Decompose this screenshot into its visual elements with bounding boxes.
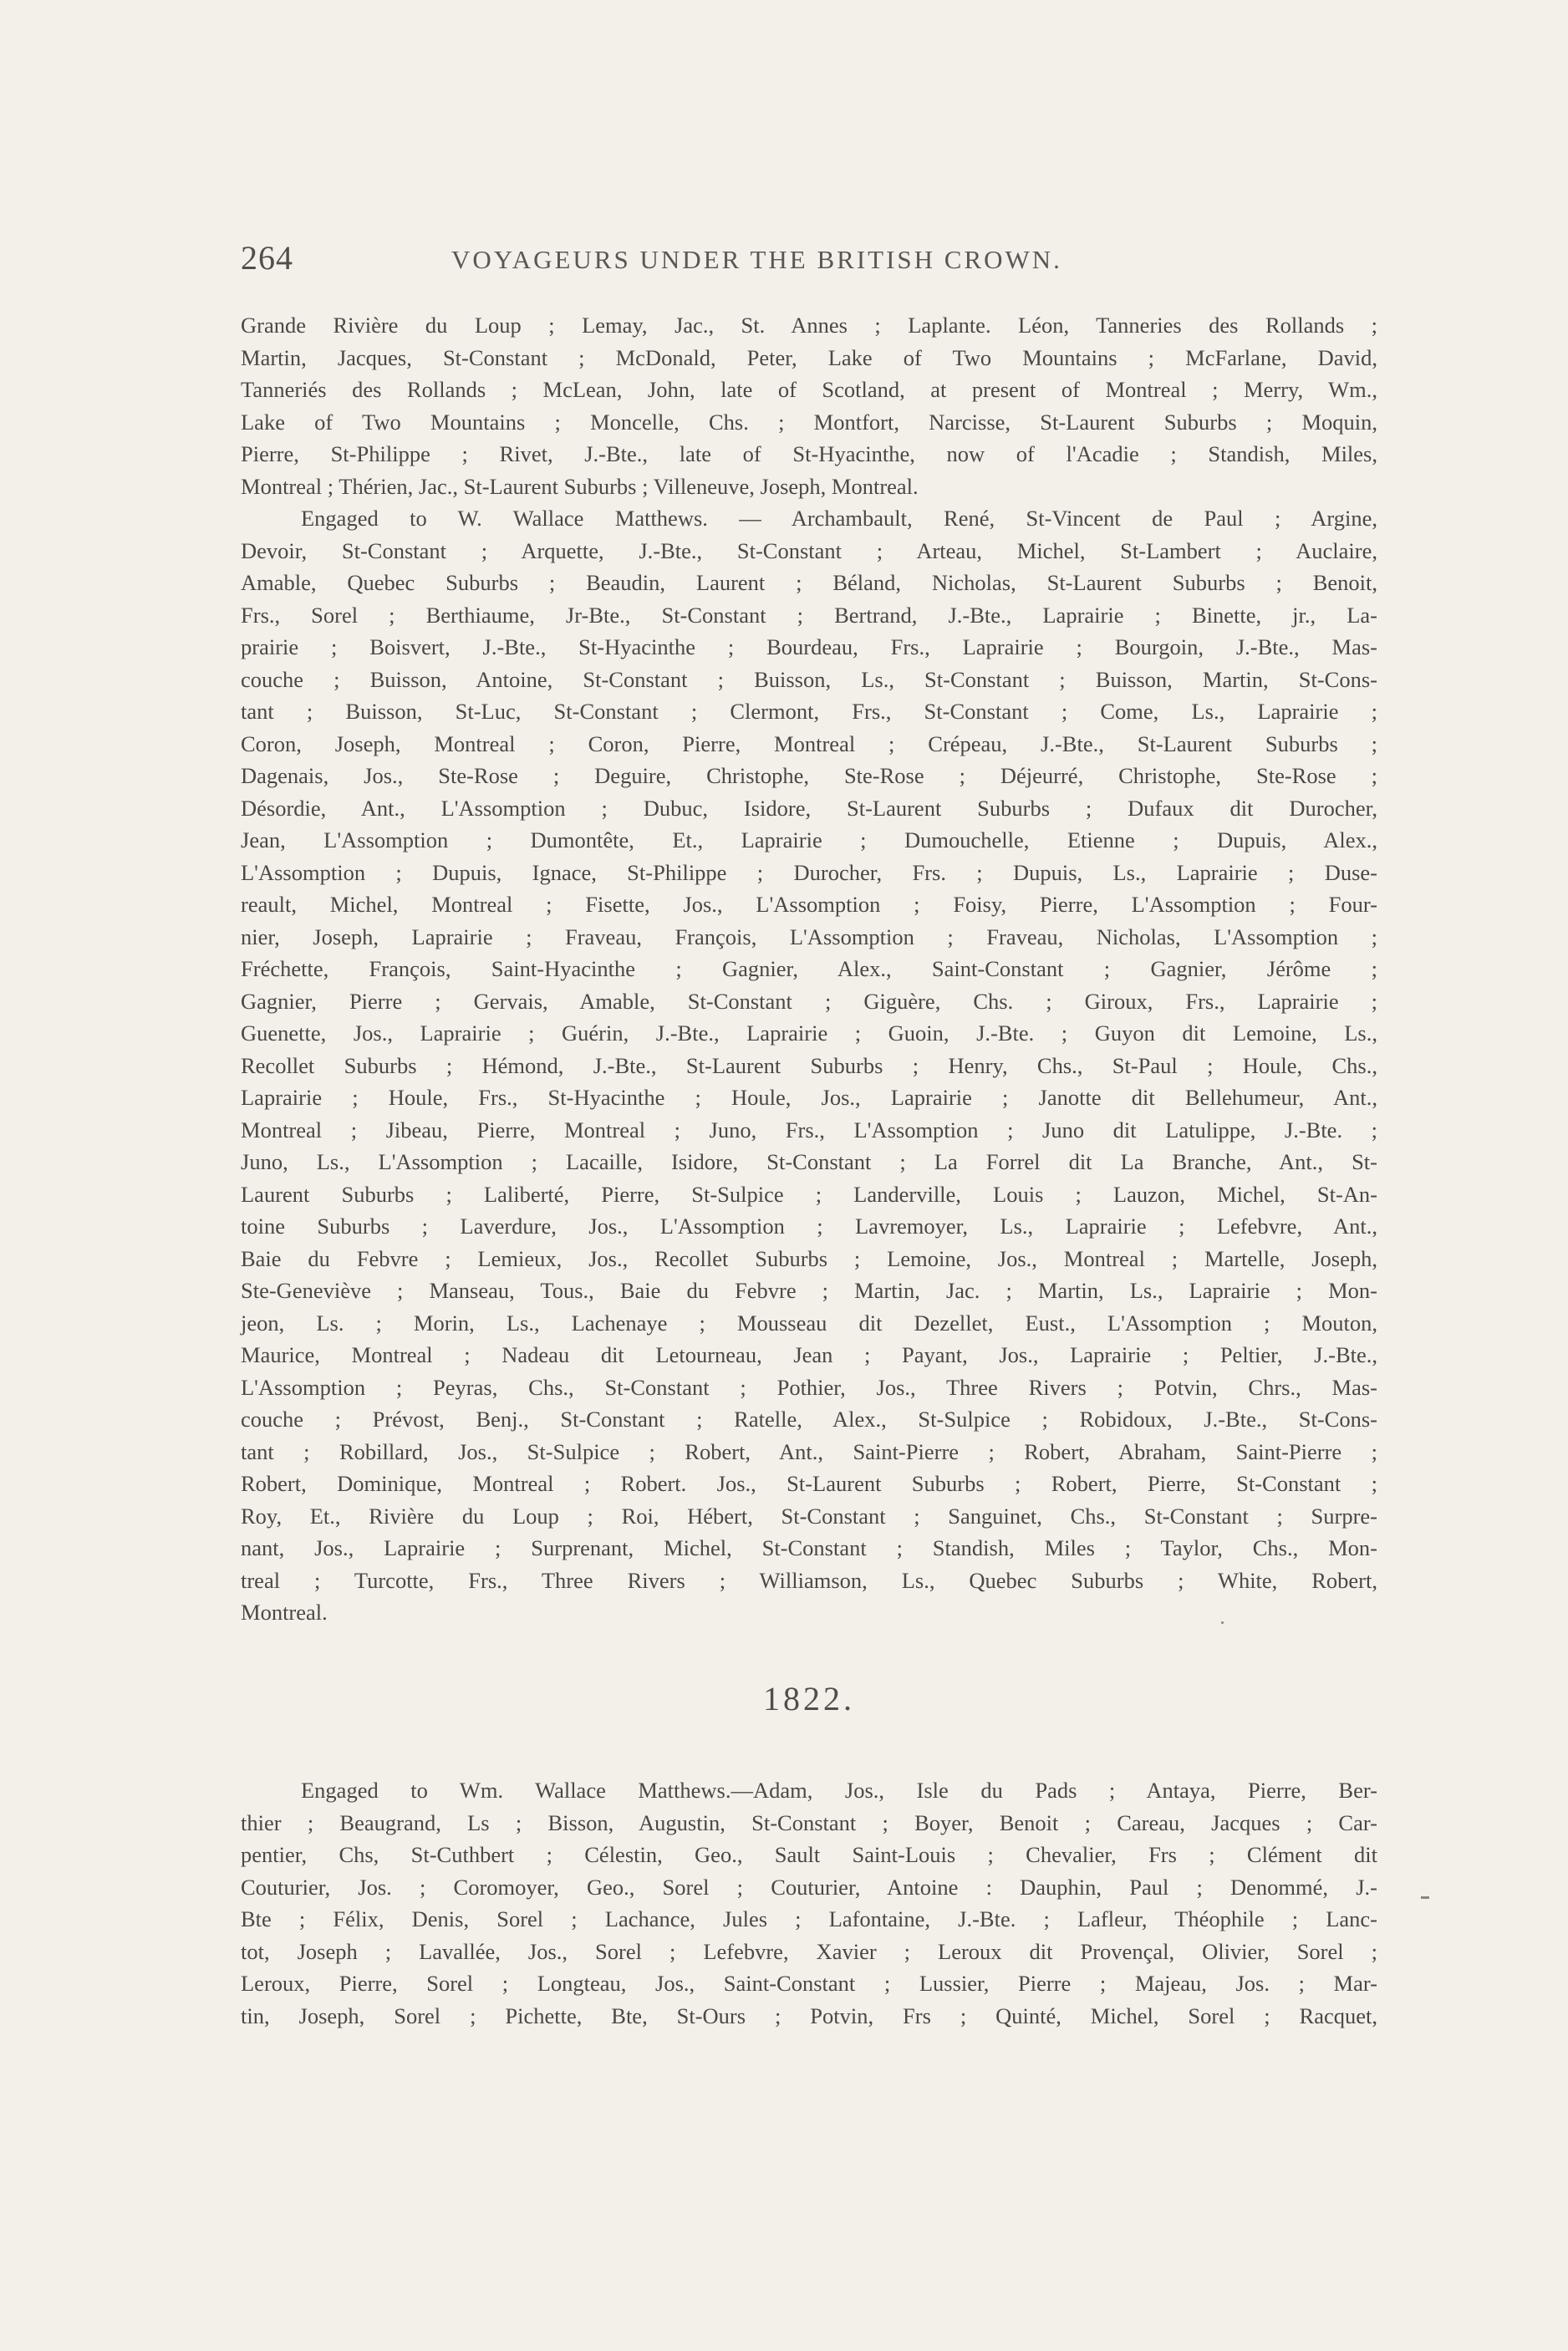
text-line: L'Assomption ; Peyras, Chs., St-Constant ; Pothier, Jos., Three Rivers ; Potvin, Chrs., Mas-	[241, 1374, 1377, 1400]
margin-dash-mark	[1421, 1896, 1429, 1899]
text-line: Recollet Suburbs ; Hémond, J.-Bte., St-Laurent Suburbs ; Henry, Chs., St-Paul ; Houle, Chs.,	[241, 1052, 1377, 1078]
text-line: prairie ; Boisvert, J.-Bte., St-Hyacinthe ; Bourdeau, Frs., Laprairie ; Bourgoin, J.-Bte., Mas-	[241, 634, 1377, 659]
text-line: Baie du Febvre ; Lemieux, Jos., Recollet Suburbs ; Lemoine, Jos., Montreal ; Martelle, Joseph,	[241, 1245, 1377, 1271]
text-line: Couturier, Jos. ; Coromoyer, Geo., Sorel ; Couturier, Antoine : Dauphin, Paul ; Denommé, J.-	[241, 1874, 1377, 1900]
text-line: Laprairie ; Houle, Frs., St-Hyacinthe ; Houle, Jos., Laprairie ; Janotte dit Bellehumeur, Ant.,	[241, 1085, 1377, 1110]
text-line: Bte ; Félix, Denis, Sorel ; Lachance, Jules ; Lafontaine, J.-Bte. ; Lafleur, Théophile ; Lanc-	[241, 1906, 1377, 1931]
text-line: Dagenais, Jos., Ste-Rose ; Deguire, Christophe, Ste-Rose ; Déjeurré, Christophe, Ste-Rose ;	[241, 763, 1377, 788]
stray-ink-dot	[1221, 1621, 1224, 1624]
text-line: Ste-Geneviève ; Manseau, Tous., Baie du Febvre ; Martin, Jac. ; Martin, Ls., Laprairie ; Mon-	[241, 1278, 1377, 1303]
text-line: Martin, Jacques, St-Constant ; McDonald, Peter, Lake of Two Mountains ; McFarlane, David,	[241, 344, 1377, 370]
running-title: VOYAGEURS UNDER THE BRITISH CROWN.	[451, 245, 1062, 274]
text-line: toine Suburbs ; Laverdure, Jos., L'Assomption ; Lavremoyer, Ls., Laprairie ; Lefebvre, Ant.,	[241, 1214, 1377, 1239]
text-line: jeon, Ls. ; Morin, Ls., Lachenaye ; Mousseau dit Dezellet, Eust., L'Assomption ; Mouton,	[241, 1310, 1377, 1336]
text-line: Laurent Suburbs ; Laliberté, Pierre, St-Sulpice ; Landerville, Louis ; Lauzon, Michel, St-An-	[241, 1181, 1377, 1207]
text-line: treal ; Turcotte, Frs., Three Rivers ; Williamson, Ls., Quebec Suburbs ; White, Robert,	[241, 1567, 1377, 1593]
text-line: reault, Michel, Montreal ; Fisette, Jos., L'Assomption ; Foisy, Pierre, L'Assomption ; Four-	[241, 892, 1377, 917]
text-line: thier ; Beaugrand, Ls ; Bisson, Augustin, St-Constant ; Boyer, Benoit ; Careau, Jacques ; Car-	[241, 1809, 1377, 1835]
text-line: Gagnier, Pierre ; Gervais, Amable, St-Constant ; Giguère, Chs. ; Giroux, Frs., Laprairie ;	[241, 988, 1377, 1014]
text-line: Devoir, St-Constant ; Arquette, J.-Bte., St-Constant ; Arteau, Michel, St-Lambert ; Auclaire,	[241, 537, 1377, 563]
paragraph-1822-engagements	[241, 1774, 1377, 2032]
text-line: Lake of Two Mountains ; Moncelle, Chs. ; Montfort, Narcisse, St-Laurent Suburbs ; Moquin,	[241, 409, 1377, 435]
text-line: Coron, Joseph, Montreal ; Coron, Pierre, Montreal ; Crépeau, J.-Bte., St-Laurent Suburbs ;	[241, 730, 1377, 756]
text-line: Robert, Dominique, Montreal ; Robert. Jos., St-Laurent Suburbs ; Robert, Pierre, St-Constant ;	[241, 1471, 1377, 1496]
text-line: Roy, Et., Rivière du Loup ; Roi, Hébert, St-Constant ; Sanguinet, Chs., St-Constant ; Surpre-	[241, 1503, 1377, 1529]
text-line: Tanneriés des Rollands ; McLean, John, late of Scotland, at present of Montreal ; Merry, Wm.,	[241, 377, 1377, 402]
text-line: tin, Joseph, Sorel ; Pichette, Bte, St-Ours ; Potvin, Frs ; Quinté, Michel, Sorel ; Racquet,	[241, 2002, 1377, 2028]
text-line: Montreal ; Jibeau, Pierre, Montreal ; Juno, Frs., L'Assomption ; Juno dit Latulippe, J.-Bte. ;	[241, 1117, 1377, 1142]
text-line: Jean, L'Assomption ; Dumontête, Et., Laprairie ; Dumouchelle, Etienne ; Dupuis, Alex.,	[241, 827, 1377, 852]
text-line: Grande Rivière du Loup ; Lemay, Jac., St. Annes ; Laplante. Léon, Tanneries des Rollands ;	[241, 313, 1377, 338]
text-line: Pierre, St-Philippe ; Rivet, J.-Bte., late of St-Hyacinthe, now of l'Acadie ; Standish, Miles,	[241, 441, 1377, 466]
text-line: Désordie, Ant., L'Assomption ; Dubuc, Isidore, St-Laurent Suburbs ; Dufaux dit Durocher,	[241, 795, 1377, 821]
text-line	[241, 1629, 1377, 1661]
text-line: Juno, Ls., L'Assomption ; Lacaille, Isidore, St-Constant ; La Forrel dit La Branche, Ant., St-	[241, 1149, 1377, 1174]
text-line: Montreal ; Thérien, Jac., St-Laurent Suburbs ; Villeneuve, Joseph, Montreal.	[241, 473, 919, 499]
running-head	[241, 238, 1170, 280]
text-line: couche ; Buisson, Antoine, St-Constant ; Buisson, Ls., St-Constant ; Buisson, Martin, St-Cons-	[241, 666, 1377, 692]
text-line: couche ; Prévost, Benj., St-Constant ; Ratelle, Alex., St-Sulpice ; Robidoux, J.-Bte., St-Cons-	[241, 1407, 1377, 1432]
text-line: Fréchette, François, Saint-Hyacinthe ; Gagnier, Alex., Saint-Constant ; Gagnier, Jérôme ;	[241, 956, 1377, 981]
text-line: Engaged to W. Wallace Matthews. — Archambault, René, St-Vincent de Paul ; Argine,	[301, 506, 1377, 531]
paragraph-wallace-matthews	[241, 502, 1377, 1661]
text-line: Amable, Quebec Suburbs ; Beaudin, Laurent ; Béland, Nicholas, St-Laurent Suburbs ; Benoit,	[241, 570, 1377, 595]
text-line: Frs., Sorel ; Berthiaume, Jr-Bte., St-Constant ; Bertrand, J.-Bte., Laprairie ; Binette, jr., La-	[241, 602, 1377, 628]
text-line: tot, Joseph ; Lavallée, Jos., Sorel ; Lefebvre, Xavier ; Leroux dit Provençal, Olivier, Sorel ;	[241, 1938, 1377, 1964]
text-line: pentier, Chs, St-Cuthbert ; Célestin, Geo., Sault Saint-Louis ; Chevalier, Frs ; Clément dit	[241, 1842, 1377, 1867]
text-line: nant, Jos., Laprairie ; Surprenant, Michel, St-Constant ; Standish, Miles ; Taylor, Chs., Mon-	[241, 1535, 1377, 1560]
body-text	[241, 309, 1377, 2032]
text-line: Montreal.	[241, 1600, 328, 1625]
text-line: Engaged to Wm. Wallace Matthews.—Adam, Jos., Isle du Pads ; Antaya, Pierre, Ber-	[301, 1778, 1377, 1803]
text-line: Maurice, Montreal ; Nadeau dit Letourneau, Jean ; Payant, Jos., Laprairie ; Peltier, J.-Bte.,	[241, 1342, 1377, 1367]
text-line: tant ; Robillard, Jos., St-Sulpice ; Robert, Ant., Saint-Pierre ; Robert, Abraham, Saint-Pierre ;	[241, 1438, 1377, 1464]
paragraph-1822-list-end	[241, 309, 1377, 502]
text-line: Leroux, Pierre, Sorel ; Longteau, Jos., Saint-Constant ; Lussier, Pierre ; Majeau, Jos. ; Mar-	[241, 1971, 1377, 1996]
text-line: Guenette, Jos., Laprairie ; Guérin, J.-Bte., Laprairie ; Guoin, J.-Bte. ; Guyon dit Lemoine, Ls.,	[241, 1020, 1377, 1046]
page-number: 264	[241, 239, 293, 277]
text-line: L'Assomption ; Dupuis, Ignace, St-Philippe ; Durocher, Frs. ; Dupuis, Ls., Laprairie ; Duse-	[241, 859, 1377, 885]
text-line: nier, Joseph, Laprairie ; Fraveau, François, L'Assomption ; Fraveau, Nicholas, L'Assomption ;	[241, 924, 1377, 949]
year-heading: 1822.	[763, 1680, 855, 1717]
text-line: tant ; Buisson, St-Luc, St-Constant ; Clermont, Frs., St-Constant ; Come, Ls., Laprairie ;	[241, 699, 1377, 724]
